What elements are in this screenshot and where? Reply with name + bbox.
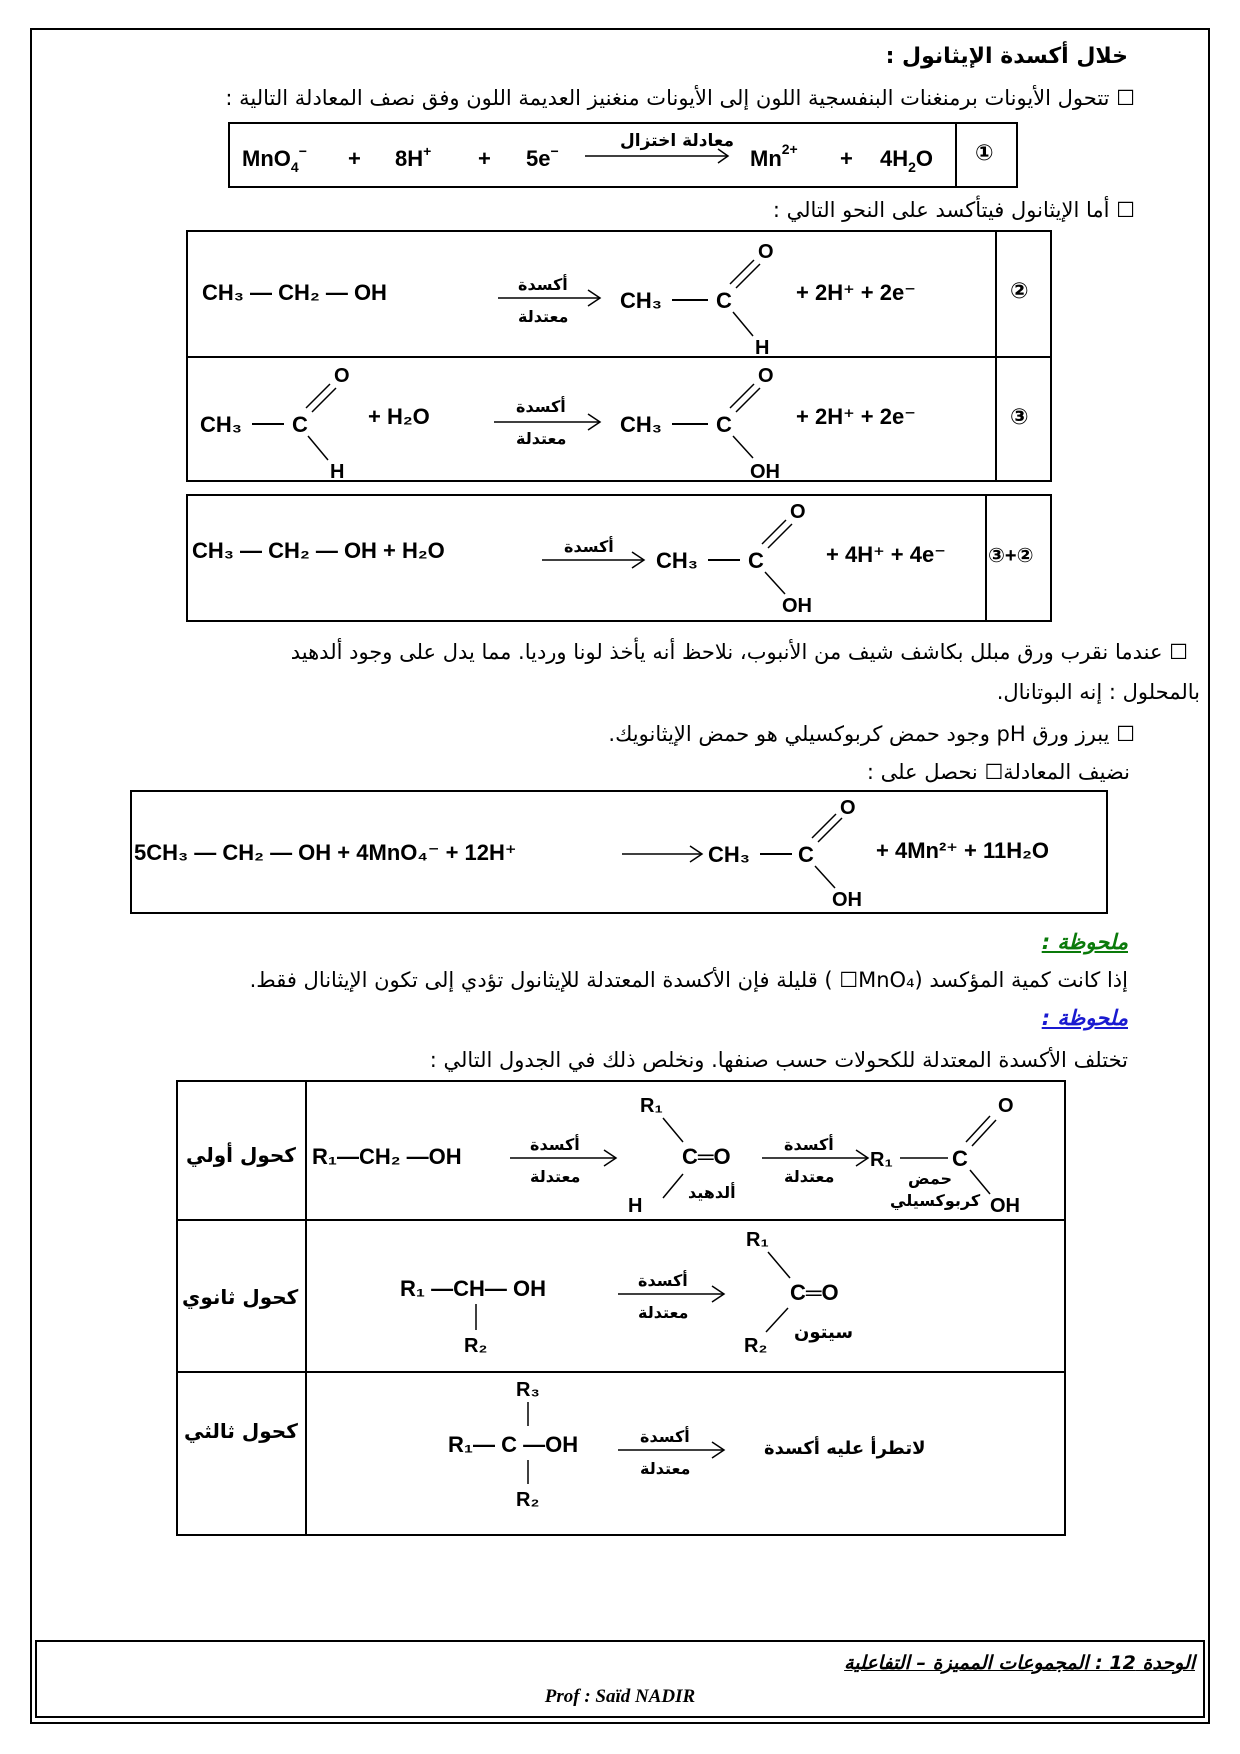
svg-text:OH: OH (782, 595, 812, 617)
equation-1-number: ① (975, 140, 994, 165)
svg-text:C: C (716, 412, 732, 437)
footer-author: Prof : Saïd NADIR (544, 1686, 696, 1707)
svg-text:CH₃: CH₃ (620, 412, 662, 437)
svg-text:O: O (758, 365, 774, 387)
svg-text:R₁: R₁ (870, 1149, 893, 1171)
svg-text:R₂: R₂ (744, 1335, 768, 1357)
svg-text:أكسدة: أكسدة (518, 275, 568, 294)
svg-text:R₁—CH₂ —OH: R₁—CH₂ —OH (312, 1144, 462, 1169)
svg-text:معتدلة: معتدلة (518, 307, 569, 326)
paragraph-schiff-line2: بالمحلول : إنه البوتانال. (996, 680, 1200, 704)
svg-text:معتدلة: معتدلة (784, 1167, 835, 1186)
svg-text:+ 4H⁺ + 4e⁻: + 4H⁺ + 4e⁻ (826, 542, 946, 567)
paragraph-ph: ☐ يبرز ورق pH وجود حمض كربوكسيلي هو حمض الإيثانويك. (608, 722, 1135, 746)
svg-text:O: O (840, 797, 856, 819)
svg-text:R₁: R₁ (640, 1095, 663, 1117)
svg-text:CH₃: CH₃ (656, 548, 698, 573)
svg-text:معتدلة: معتدلة (638, 1303, 689, 1322)
svg-text:ألدهيد: ألدهيد (688, 1183, 736, 1202)
row-tertiary-label: كحول ثالثي (184, 1419, 298, 1443)
svg-text:②: ② (1010, 278, 1029, 303)
alcohol-table (176, 1080, 1066, 1536)
svg-text:③: ③ (1010, 404, 1029, 429)
equation-sum-svg (188, 496, 1050, 620)
svg-text:+: + (348, 146, 361, 171)
svg-text:سيتون: سيتون (794, 1322, 854, 1343)
svg-text:C: C (798, 842, 814, 867)
equation-1-arrow-label: معادلة اختزال (620, 131, 735, 151)
svg-text:OH: OH (990, 1195, 1020, 1217)
svg-text:معتدلة: معتدلة (640, 1459, 691, 1478)
svg-text:OH: OH (832, 889, 862, 911)
alcohol-table-svg (178, 1082, 1064, 1534)
svg-text:5e−: 5e− (526, 143, 559, 171)
svg-text:H: H (755, 337, 770, 359)
overall-equation-svg (132, 792, 1106, 912)
svg-text:CH₃: CH₃ (708, 842, 750, 867)
svg-text:+ H₂O: + H₂O (368, 404, 430, 429)
svg-text:أكسدة: أكسدة (564, 537, 614, 556)
svg-text:R₃: R₃ (516, 1379, 540, 1401)
svg-text:OH: OH (750, 461, 780, 480)
row-primary-label: كحول أولي (186, 1143, 296, 1167)
svg-text:O: O (790, 501, 806, 523)
equation-sum-box (186, 494, 1052, 622)
svg-text:C: C (952, 1146, 968, 1171)
note-1-text: إذا كانت كمية المؤكسد (MnO₄☐ ) قليلة فإن الأكسدة المعتدلة للإيثانول تؤدي إلى تكون الإيثانال فقط. (249, 968, 1128, 992)
paragraph-permanganate: ☐ تتحول الأيونات برمنغنات البنفسجية اللون إلى الأيونات منغنيز العديمة اللون وفق نصف المعادلة التالية : (225, 86, 1135, 110)
svg-text:+ 4Mn²⁺ + 11H₂O: + 4Mn²⁺ + 11H₂O (876, 838, 1050, 863)
svg-text:+: + (840, 146, 853, 171)
svg-text:O: O (334, 365, 350, 387)
svg-text:CH₃: CH₃ (200, 412, 242, 437)
equation-1-box (228, 122, 1018, 188)
equations-2-3-svg (188, 232, 1050, 480)
svg-text:H: H (330, 461, 345, 480)
svg-text:معتدلة: معتدلة (516, 429, 567, 448)
svg-text:C: C (748, 548, 764, 573)
paragraph-ethanol-oxidation: ☐ أما الإيثانول فيتأكسد على النحو التالي : (772, 198, 1135, 222)
paragraph-schiff-line1: ☐ عندما نقرب ورق مبلل بكاشف شيف من الأنبوب، نلاحظ أنه يأخذ لونا ورديا. مما يدل على وجود ألدهيد (290, 640, 1188, 664)
svg-text:+ 2H⁺ + 2e⁻: + 2H⁺ + 2e⁻ (796, 404, 916, 429)
equations-2-3-box (186, 230, 1052, 482)
svg-text:كربوكسيلي: كربوكسيلي (890, 1191, 981, 1210)
svg-text:CH₃ — CH₂ — OH + H₂O: CH₃ — CH₂ — OH + H₂O (192, 538, 445, 563)
svg-text:O: O (998, 1095, 1014, 1117)
svg-text:+: + (478, 146, 491, 171)
svg-text:R₁— C —OH: R₁— C —OH (448, 1432, 579, 1457)
row-secondary-label: كحول ثانوي (182, 1285, 299, 1309)
svg-text:C═O: C═O (790, 1280, 839, 1305)
svg-text:R₂: R₂ (516, 1489, 540, 1511)
section-heading: خلال أكسدة الإيثانول : (885, 44, 1128, 69)
svg-text:معتدلة: معتدلة (530, 1167, 581, 1186)
note-2-text: تختلف الأكسدة المعتدلة للكحولات حسب صنفها. ونخلص ذلك في الجدول التالي : (429, 1048, 1128, 1072)
svg-text:C: C (292, 412, 308, 437)
svg-text:أكسدة: أكسدة (638, 1271, 688, 1290)
svg-text:R₁ —CH— OH: R₁ —CH— OH (400, 1276, 546, 1301)
paragraph-add-equations: نضيف المعادلة☐ نحصل على : (866, 760, 1130, 784)
svg-text:MnO4−: MnO$_4$− (242, 143, 307, 175)
svg-text:C: C (716, 288, 732, 313)
equation-1-svg (230, 124, 1016, 186)
svg-text:أكسدة: أكسدة (530, 1135, 580, 1154)
footer-unit-title: الوحدة 12 : المجموعات المميزة – التفاعلية (844, 1652, 1195, 1674)
svg-text:8H+: 8H+ (395, 143, 432, 171)
svg-text:CH₃: CH₃ (620, 288, 662, 313)
svg-text:أكسدة: أكسدة (640, 1427, 690, 1446)
svg-text:أكسدة: أكسدة (516, 397, 566, 416)
svg-text:O: O (758, 241, 774, 263)
note-1-title: ملحوظة : (1041, 930, 1128, 954)
svg-text:H: H (628, 1195, 643, 1217)
svg-text:③+②: ③+② (988, 545, 1034, 567)
svg-text:C═O: C═O (682, 1144, 731, 1169)
svg-text:أكسدة: أكسدة (784, 1135, 834, 1154)
svg-text:5CH₃ — CH₂ — OH + 4MnO₄⁻ + 1: 5CH₃ — CH₂ — OH + 4MnO₄⁻ + 12H⁺ (134, 840, 517, 865)
svg-text:Mn2+: $Mn^{2+}$ (750, 141, 798, 171)
svg-text:لاتطرأ عليه أكسدة: لاتطرأ عليه أكسدة (764, 1438, 926, 1459)
svg-text:حمض: حمض (908, 1169, 953, 1188)
svg-text:R₁: R₁ (746, 1229, 769, 1251)
footer (35, 1640, 1205, 1718)
eq2-reactant: CH₃ — CH₂ — OH (202, 280, 387, 305)
svg-text:R₂: R₂ (464, 1335, 488, 1357)
svg-text:+ 2H⁺ + 2e⁻: + 2H⁺ + 2e⁻ (796, 280, 916, 305)
svg-text:4H2O: $4H_2O$ (880, 146, 934, 175)
note-2-title: ملحوظة : (1041, 1006, 1128, 1030)
overall-equation-box (130, 790, 1108, 914)
